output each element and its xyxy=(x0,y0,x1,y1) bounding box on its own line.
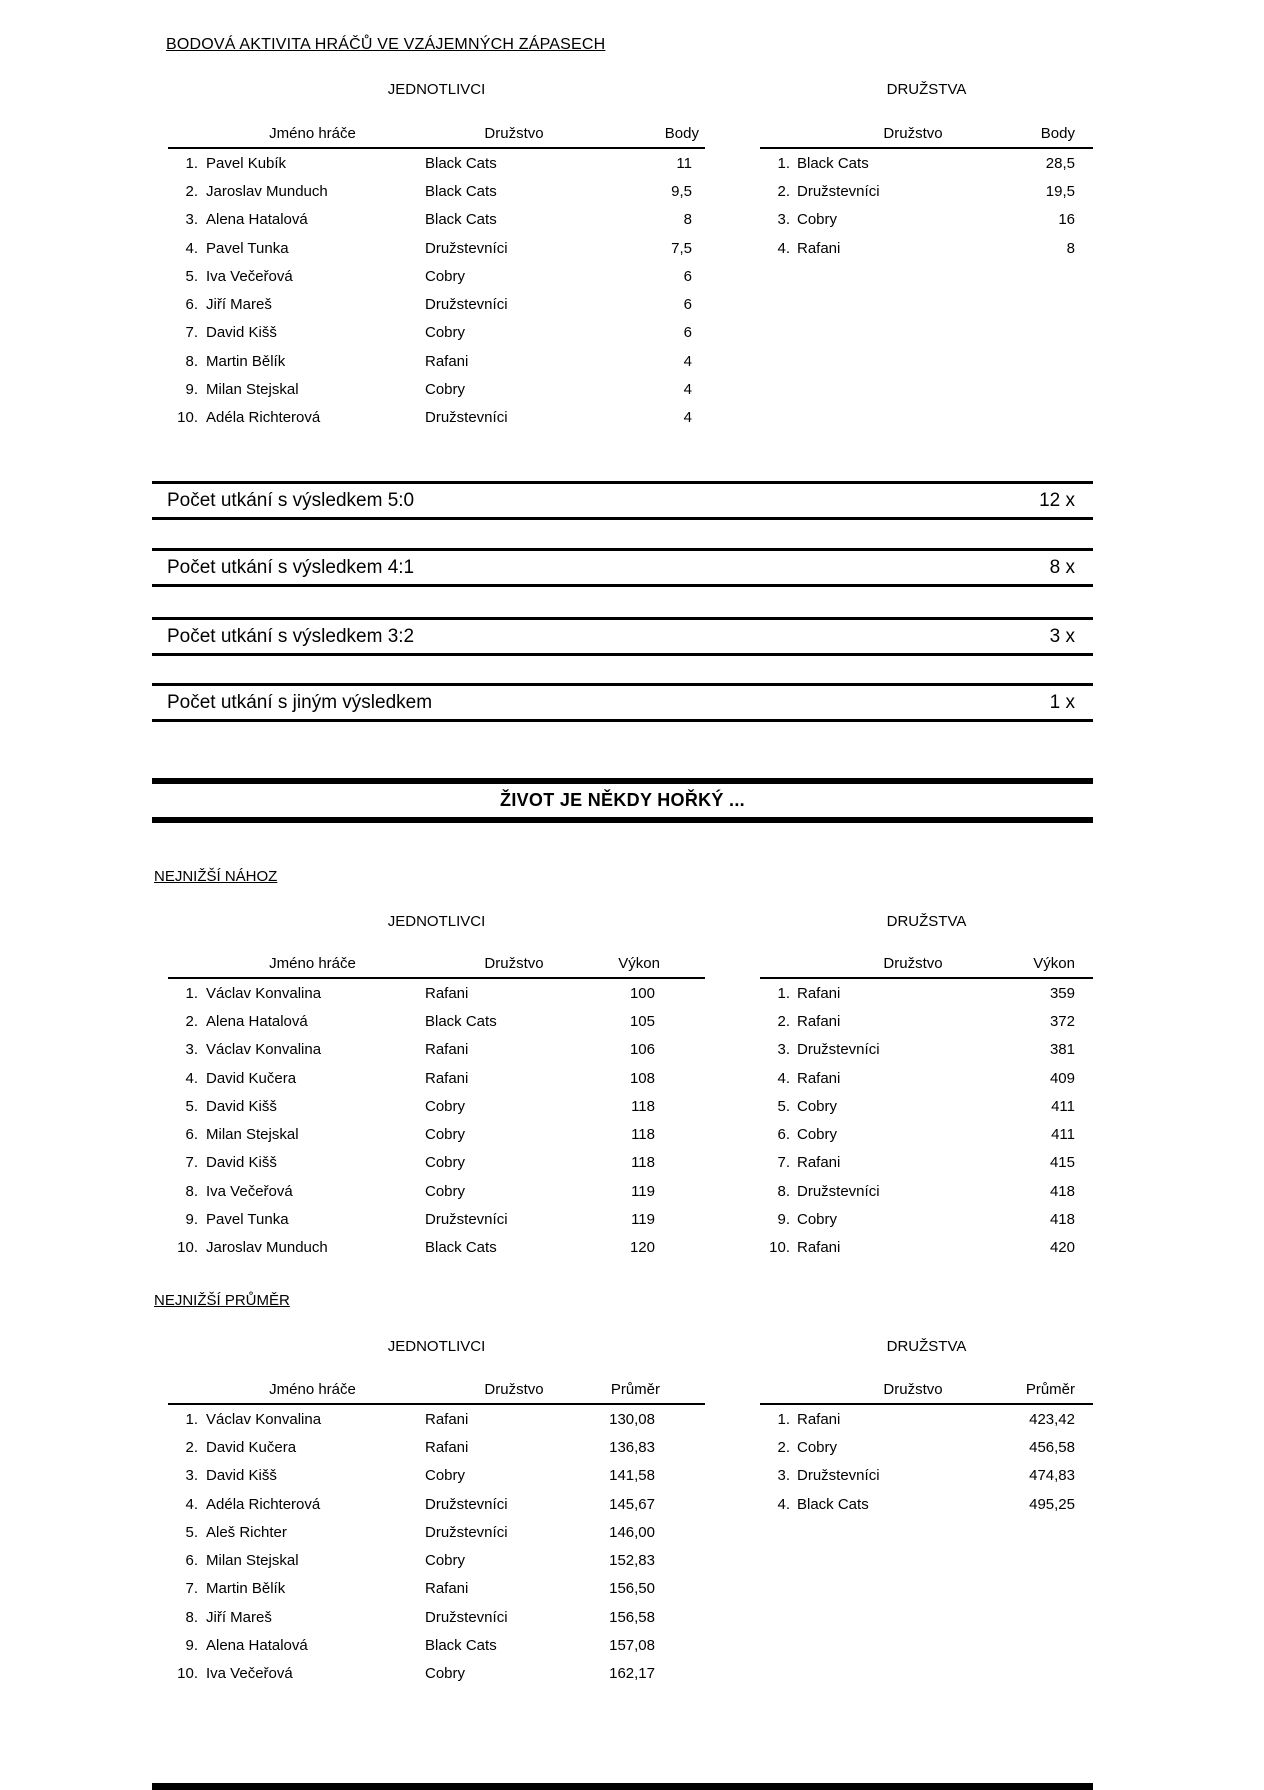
header-row xyxy=(168,118,705,148)
player-name-cell: David Kišš xyxy=(206,1467,277,1485)
team-cell: Družstevníci xyxy=(797,1041,880,1059)
rank-cell: 1. xyxy=(777,154,790,172)
value-cell: 409 xyxy=(1049,1069,1075,1087)
team-cell: Družstevníci xyxy=(797,1467,880,1485)
points-teams-table xyxy=(760,118,1093,262)
value-cell: 9,5 xyxy=(671,182,692,200)
value-cell: 119 xyxy=(631,1182,655,1200)
table-row xyxy=(760,1064,1093,1092)
match-count-value: 1 x xyxy=(1049,691,1075,713)
table-row xyxy=(168,290,705,318)
lowest-average-title: NEJNIŽŠÍ PRŮMĚR xyxy=(154,1292,290,1309)
rank-cell: 5. xyxy=(185,1097,198,1115)
header-row xyxy=(760,118,1093,148)
rank-cell: 8. xyxy=(777,1182,790,1200)
match-count-label: Počet utkání s jiným výsledkem xyxy=(167,691,433,713)
lowest-throw-teams-heading: DRUŽSTVA xyxy=(886,913,967,930)
player-name-cell: Václav Konvalina xyxy=(206,1041,322,1059)
team-cell: Cobry xyxy=(797,1097,838,1115)
match-count-label: Počet utkání s výsledkem 3:2 xyxy=(167,625,415,647)
team-cell: Družstevníci xyxy=(425,1523,508,1541)
rank-cell: 1. xyxy=(777,1410,790,1428)
table-row xyxy=(168,319,705,347)
table-row xyxy=(168,1575,705,1603)
value-cell: 108 xyxy=(629,1069,655,1087)
rank-cell: 7. xyxy=(185,324,198,342)
player-name-cell: Adéla Richterová xyxy=(206,1495,321,1513)
team-cell: Rafani xyxy=(425,1041,469,1059)
team-cell: Rafani xyxy=(425,352,469,370)
team-cell: Cobry xyxy=(425,1126,466,1144)
value-cell: 156,58 xyxy=(609,1608,655,1626)
table-row xyxy=(168,978,705,1007)
value-cell: 381 xyxy=(1049,1041,1075,1059)
value-cell: 420 xyxy=(1049,1239,1075,1257)
table-row xyxy=(760,1092,1093,1120)
player-name-cell: Iva Večeřová xyxy=(206,1665,293,1683)
value-cell: 4 xyxy=(683,409,692,427)
points-teams-heading: DRUŽSTVA xyxy=(886,81,967,98)
value-cell: 6 xyxy=(683,267,692,285)
value-cell: 415 xyxy=(1049,1154,1075,1172)
player-name-cell: Iva Večeřová xyxy=(206,267,293,285)
rank-cell: 7. xyxy=(185,1580,198,1598)
team-cell: Rafani xyxy=(797,1069,841,1087)
match-count-value: 12 x xyxy=(1039,489,1075,511)
table-row xyxy=(168,1631,705,1659)
value-cell: 6 xyxy=(683,296,692,314)
name-header: Jméno hráče xyxy=(198,1374,413,1404)
team-cell: Rafani xyxy=(797,239,841,257)
lowest-throw-title: NEJNIŽŠÍ NÁHOZ xyxy=(154,868,278,885)
table-row xyxy=(760,978,1093,1007)
rank-cell: 7. xyxy=(185,1154,198,1172)
team-cell: Cobry xyxy=(425,1182,466,1200)
team-cell: Rafani xyxy=(797,984,841,1002)
value-cell: 423,42 xyxy=(1029,1410,1075,1428)
rank-header xyxy=(168,948,198,978)
value-cell: 120 xyxy=(629,1239,655,1257)
team-header: Družstvo xyxy=(790,118,960,148)
table-row xyxy=(760,1007,1093,1035)
team-cell: Cobry xyxy=(797,1126,838,1144)
player-name-cell: Alena Hatalová xyxy=(206,1012,308,1030)
rank-cell: 1. xyxy=(185,984,198,1002)
value-cell: 141,58 xyxy=(609,1467,655,1485)
team-cell: Black Cats xyxy=(425,182,497,200)
points-individuals-heading: JEDNOTLIVCI xyxy=(387,81,486,98)
rank-cell: 8. xyxy=(185,352,198,370)
table-row xyxy=(760,234,1093,262)
rank-cell: 3. xyxy=(777,211,790,229)
value-cell: 19,5 xyxy=(1045,182,1075,200)
team-cell: Black Cats xyxy=(797,1495,869,1513)
value-cell: 118 xyxy=(631,1154,655,1172)
rank-cell: 5. xyxy=(185,267,198,285)
value-cell: 157,08 xyxy=(609,1637,655,1655)
table-row xyxy=(168,1518,705,1546)
points-individuals-table xyxy=(168,118,705,432)
rank-header xyxy=(168,1374,198,1404)
match-count-row xyxy=(152,683,1093,722)
name-header: Jméno hráče xyxy=(198,948,413,978)
value-cell: 146,00 xyxy=(609,1523,655,1541)
value-cell: 418 xyxy=(1049,1182,1075,1200)
team-cell: Družstevníci xyxy=(797,182,880,200)
match-counts xyxy=(152,481,1093,742)
value-header: Výkon xyxy=(960,948,1093,978)
player-name-cell: Pavel Tunka xyxy=(206,239,289,257)
value-cell: 16 xyxy=(1058,211,1075,229)
header-row xyxy=(168,948,705,978)
rank-cell: 10. xyxy=(769,1239,790,1257)
lowest-average-individuals-table xyxy=(168,1374,705,1688)
rank-cell: 4. xyxy=(777,239,790,257)
player-name-cell: Alena Hatalová xyxy=(206,1637,308,1655)
rank-cell: 5. xyxy=(777,1097,790,1115)
rank-cell: 6. xyxy=(185,1552,198,1570)
table-row xyxy=(168,1205,705,1233)
value-header: Body xyxy=(960,118,1093,148)
team-cell: Družstevníci xyxy=(425,1608,508,1626)
player-name-cell: Václav Konvalina xyxy=(206,1410,322,1428)
rank-cell: 4. xyxy=(185,1069,198,1087)
team-cell: Black Cats xyxy=(425,154,497,172)
player-name-cell: Václav Konvalina xyxy=(206,984,322,1002)
team-header: Družstvo xyxy=(413,948,581,978)
team-cell: Rafani xyxy=(425,1438,469,1456)
rank-cell: 8. xyxy=(185,1182,198,1200)
player-name-cell: Milan Stejskal xyxy=(206,381,299,399)
team-cell: Black Cats xyxy=(797,154,869,172)
value-cell: 495,25 xyxy=(1029,1495,1075,1513)
rank-header xyxy=(760,1374,790,1404)
table-row xyxy=(760,1462,1093,1490)
player-name-cell: Milan Stejskal xyxy=(206,1126,299,1144)
rank-cell: 2. xyxy=(185,1012,198,1030)
team-cell: Rafani xyxy=(797,1239,841,1257)
player-name-cell: Pavel Kubík xyxy=(206,154,287,172)
header-row xyxy=(168,1374,705,1404)
team-cell: Cobry xyxy=(425,324,466,342)
rank-cell: 1. xyxy=(777,984,790,1002)
team-cell: Družstevníci xyxy=(797,1182,880,1200)
table-row xyxy=(168,1092,705,1120)
rank-cell: 4. xyxy=(777,1069,790,1087)
match-count-row xyxy=(152,481,1093,520)
table-row xyxy=(760,1433,1093,1461)
value-cell: 119 xyxy=(631,1211,655,1229)
table-row xyxy=(760,1205,1093,1233)
value-cell: 118 xyxy=(631,1126,655,1144)
lowest-throw-individuals-heading: JEDNOTLIVCI xyxy=(387,913,486,930)
table-row xyxy=(168,1660,705,1688)
rank-cell: 10. xyxy=(177,409,198,427)
value-cell: 105 xyxy=(629,1012,655,1030)
value-cell: 7,5 xyxy=(671,239,692,257)
value-cell: 8 xyxy=(1066,239,1075,257)
team-cell: Rafani xyxy=(425,984,469,1002)
rank-cell: 7. xyxy=(777,1154,790,1172)
table-row xyxy=(168,1546,705,1574)
lowest-average-individuals-heading: JEDNOTLIVCI xyxy=(387,1338,486,1355)
table-row xyxy=(168,347,705,375)
rank-cell: 2. xyxy=(777,1438,790,1456)
match-count-row xyxy=(152,617,1093,656)
value-cell: 456,58 xyxy=(1029,1438,1075,1456)
lowest-average-teams-heading: DRUŽSTVA xyxy=(886,1338,967,1355)
team-cell: Cobry xyxy=(425,1154,466,1172)
value-cell: 130,08 xyxy=(609,1410,655,1428)
player-name-cell: David Kučera xyxy=(206,1438,297,1456)
player-name-cell: David Kučera xyxy=(206,1069,297,1087)
table-row xyxy=(168,1149,705,1177)
value-cell: 100 xyxy=(629,984,655,1002)
value-cell: 28,5 xyxy=(1045,154,1075,172)
team-cell: Cobry xyxy=(797,1211,838,1229)
banner-text: ŽIVOT JE NĚKDY HOŘKÝ ... xyxy=(500,790,745,810)
header-row xyxy=(760,1374,1093,1404)
team-cell: Rafani xyxy=(425,1580,469,1598)
table-row xyxy=(168,262,705,290)
table-row xyxy=(760,1404,1093,1433)
table-row xyxy=(760,177,1093,205)
rank-cell: 9. xyxy=(777,1211,790,1229)
rank-cell: 5. xyxy=(185,1523,198,1541)
team-cell: Družstevníci xyxy=(425,296,508,314)
rank-cell: 3. xyxy=(185,211,198,229)
table-row xyxy=(168,404,705,432)
team-header: Družstvo xyxy=(790,948,960,978)
rank-cell: 9. xyxy=(185,1637,198,1655)
value-cell: 152,83 xyxy=(609,1552,655,1570)
value-cell: 4 xyxy=(683,381,692,399)
rank-header xyxy=(760,948,790,978)
value-cell: 156,50 xyxy=(609,1580,655,1598)
value-cell: 411 xyxy=(1051,1097,1075,1115)
team-cell: Rafani xyxy=(797,1410,841,1428)
table-row xyxy=(760,1490,1093,1518)
team-header: Družstvo xyxy=(413,118,581,148)
player-name-cell: Jiří Mareš xyxy=(206,1608,272,1626)
rank-cell: 2. xyxy=(777,1012,790,1030)
table-row xyxy=(760,1234,1093,1262)
player-name-cell: Pavel Tunka xyxy=(206,1211,289,1229)
value-cell: 118 xyxy=(631,1097,655,1115)
player-name-cell: Martin Bělík xyxy=(206,1580,286,1598)
rank-header xyxy=(760,118,790,148)
rank-cell: 4. xyxy=(185,1495,198,1513)
bottom-rule xyxy=(152,1783,1093,1790)
rank-cell: 10. xyxy=(177,1665,198,1683)
lowest-average-teams-table xyxy=(760,1374,1093,1518)
team-header: Družstvo xyxy=(413,1374,581,1404)
table-row xyxy=(760,1120,1093,1148)
value-header: Výkon xyxy=(581,948,705,978)
table-row xyxy=(168,375,705,403)
team-cell: Družstevníci xyxy=(425,1495,508,1513)
player-name-cell: Adéla Richterová xyxy=(206,409,321,427)
table-row xyxy=(168,1064,705,1092)
table-row xyxy=(168,177,705,205)
team-cell: Cobry xyxy=(797,211,838,229)
table-row xyxy=(760,1149,1093,1177)
rank-cell: 9. xyxy=(185,1211,198,1229)
header-row xyxy=(760,948,1093,978)
player-name-cell: Jaroslav Munduch xyxy=(206,182,328,200)
rank-cell: 6. xyxy=(777,1126,790,1144)
rank-cell: 6. xyxy=(185,1126,198,1144)
table-row xyxy=(760,1036,1093,1064)
rank-cell: 3. xyxy=(777,1041,790,1059)
table-row xyxy=(168,1433,705,1461)
table-row xyxy=(168,148,705,177)
rank-cell: 4. xyxy=(185,239,198,257)
team-cell: Cobry xyxy=(425,381,466,399)
value-cell: 162,17 xyxy=(609,1665,655,1683)
team-cell: Black Cats xyxy=(425,211,497,229)
match-count-row xyxy=(152,548,1093,587)
value-cell: 372 xyxy=(1049,1012,1075,1030)
value-cell: 8 xyxy=(683,211,692,229)
team-cell: Black Cats xyxy=(425,1637,497,1655)
team-cell: Black Cats xyxy=(425,1012,497,1030)
table-row xyxy=(168,1603,705,1631)
table-row xyxy=(168,206,705,234)
team-cell: Cobry xyxy=(425,1665,466,1683)
rank-cell: 2. xyxy=(185,1438,198,1456)
table-row xyxy=(168,1036,705,1064)
table-row xyxy=(760,148,1093,177)
player-name-cell: Jaroslav Munduch xyxy=(206,1239,328,1257)
team-cell: Rafani xyxy=(425,1410,469,1428)
value-cell: 6 xyxy=(683,324,692,342)
player-name-cell: David Kišš xyxy=(206,324,277,342)
player-name-cell: Martin Bělík xyxy=(206,352,286,370)
page-title: BODOVÁ AKTIVITA HRÁČŮ VE VZÁJEMNÝCH ZÁPASECH xyxy=(166,36,606,53)
banner xyxy=(152,778,1093,823)
team-cell: Cobry xyxy=(797,1438,838,1456)
rank-cell: 9. xyxy=(185,381,198,399)
match-count-label: Počet utkání s výsledkem 5:0 xyxy=(167,489,415,511)
team-cell: Družstevníci xyxy=(425,239,508,257)
value-cell: 11 xyxy=(676,154,692,172)
rank-cell: 4. xyxy=(777,1495,790,1513)
player-name-cell: David Kišš xyxy=(206,1097,277,1115)
team-cell: Cobry xyxy=(425,267,466,285)
value-cell: 106 xyxy=(629,1041,655,1059)
table-row xyxy=(168,1177,705,1205)
rank-cell: 3. xyxy=(777,1467,790,1485)
rank-cell: 2. xyxy=(777,182,790,200)
player-name-cell: Iva Večeřová xyxy=(206,1182,293,1200)
value-header: Průměr xyxy=(960,1374,1093,1404)
name-header: Jméno hráče xyxy=(198,118,413,148)
lowest-throw-teams-table xyxy=(760,948,1093,1262)
table-row xyxy=(760,206,1093,234)
match-count-label: Počet utkání s výsledkem 4:1 xyxy=(167,556,415,578)
table-row xyxy=(168,1007,705,1035)
rank-cell: 6. xyxy=(185,296,198,314)
table-row xyxy=(168,234,705,262)
team-cell: Rafani xyxy=(797,1012,841,1030)
rank-cell: 10. xyxy=(177,1239,198,1257)
player-name-cell: David Kišš xyxy=(206,1154,277,1172)
match-count-value: 3 x xyxy=(1049,625,1075,647)
value-cell: 474,83 xyxy=(1029,1467,1075,1485)
lowest-throw-individuals-table xyxy=(168,948,705,1262)
rank-cell: 1. xyxy=(185,154,198,172)
player-name-cell: Jiří Mareš xyxy=(206,296,272,314)
rank-cell: 1. xyxy=(185,1410,198,1428)
rank-cell: 3. xyxy=(185,1041,198,1059)
table-row xyxy=(168,1120,705,1148)
team-cell: Cobry xyxy=(425,1552,466,1570)
player-name-cell: Alena Hatalová xyxy=(206,211,308,229)
team-cell: Cobry xyxy=(425,1467,466,1485)
value-cell: 359 xyxy=(1049,984,1075,1002)
rank-cell: 3. xyxy=(185,1467,198,1485)
team-cell: Družstevníci xyxy=(425,1211,508,1229)
value-cell: 418 xyxy=(1049,1211,1075,1229)
rank-cell: 2. xyxy=(185,182,198,200)
value-cell: 4 xyxy=(683,352,692,370)
value-cell: 411 xyxy=(1051,1126,1075,1144)
team-cell: Black Cats xyxy=(425,1239,497,1257)
value-cell: 145,67 xyxy=(609,1495,655,1513)
table-row xyxy=(760,1177,1093,1205)
team-header: Družstvo xyxy=(790,1374,960,1404)
value-header: Průměr xyxy=(581,1374,705,1404)
rank-header xyxy=(168,118,198,148)
player-name-cell: Milan Stejskal xyxy=(206,1552,299,1570)
table-row xyxy=(168,1234,705,1262)
table-row xyxy=(168,1490,705,1518)
team-cell: Rafani xyxy=(425,1069,469,1087)
rank-cell: 8. xyxy=(185,1608,198,1626)
table-row xyxy=(168,1462,705,1490)
match-count-value: 8 x xyxy=(1049,556,1075,578)
player-name-cell: Aleš Richter xyxy=(206,1523,287,1541)
team-cell: Cobry xyxy=(425,1097,466,1115)
value-cell: 136,83 xyxy=(609,1438,655,1456)
value-header: Body xyxy=(581,118,705,148)
team-cell: Družstevníci xyxy=(425,409,508,427)
table-row xyxy=(168,1404,705,1433)
team-cell: Rafani xyxy=(797,1154,841,1172)
